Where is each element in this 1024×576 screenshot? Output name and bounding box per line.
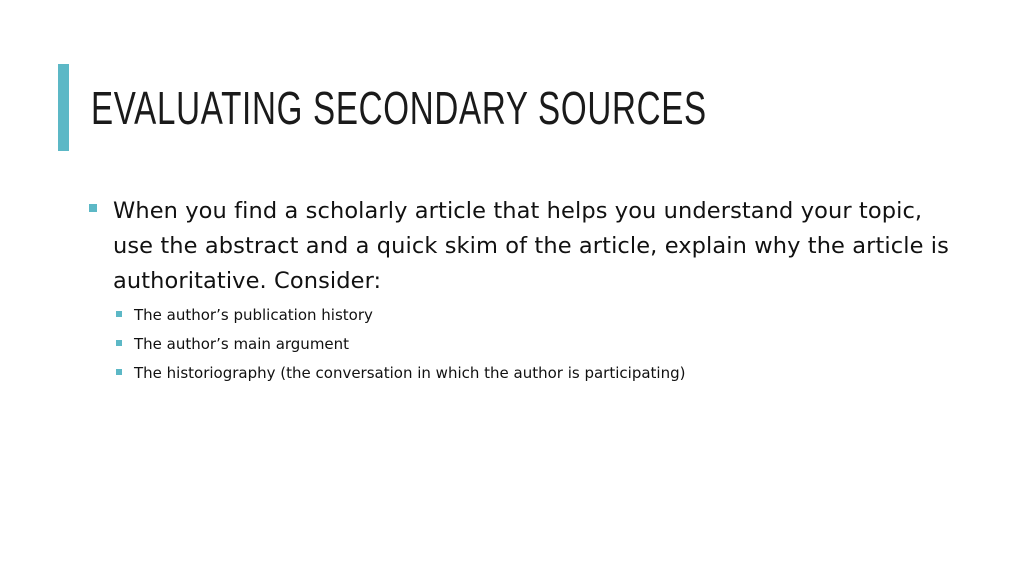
sub-bullet-item-historiography	[116, 359, 969, 388]
sub-bullet-text: The author’s publication history	[134, 306, 373, 324]
square-bullet-icon	[116, 340, 122, 346]
bullet-text-main: When you find a scholarly article that helps you understand your topic, use the abstract and a quick skim of the article, explain why the article is authoritative. Consider:	[113, 198, 949, 294]
square-bullet-icon	[116, 369, 122, 375]
title-accent-bar	[58, 64, 69, 151]
square-bullet-icon	[116, 311, 122, 317]
sub-bullet-item-publication-history	[116, 301, 969, 330]
sub-bullet-text: The historiography (the conversation in which the author is participating)	[134, 364, 686, 382]
sub-bullet-item-main-argument	[116, 330, 969, 359]
slide-content	[89, 194, 969, 388]
bullet-item-main	[89, 194, 969, 299]
square-bullet-icon	[89, 204, 97, 212]
slide-title: EVALUATING SECONDARY SOURCES	[91, 82, 707, 134]
sub-bullet-list	[89, 301, 969, 388]
sub-bullet-text: The author’s main argument	[134, 335, 350, 353]
